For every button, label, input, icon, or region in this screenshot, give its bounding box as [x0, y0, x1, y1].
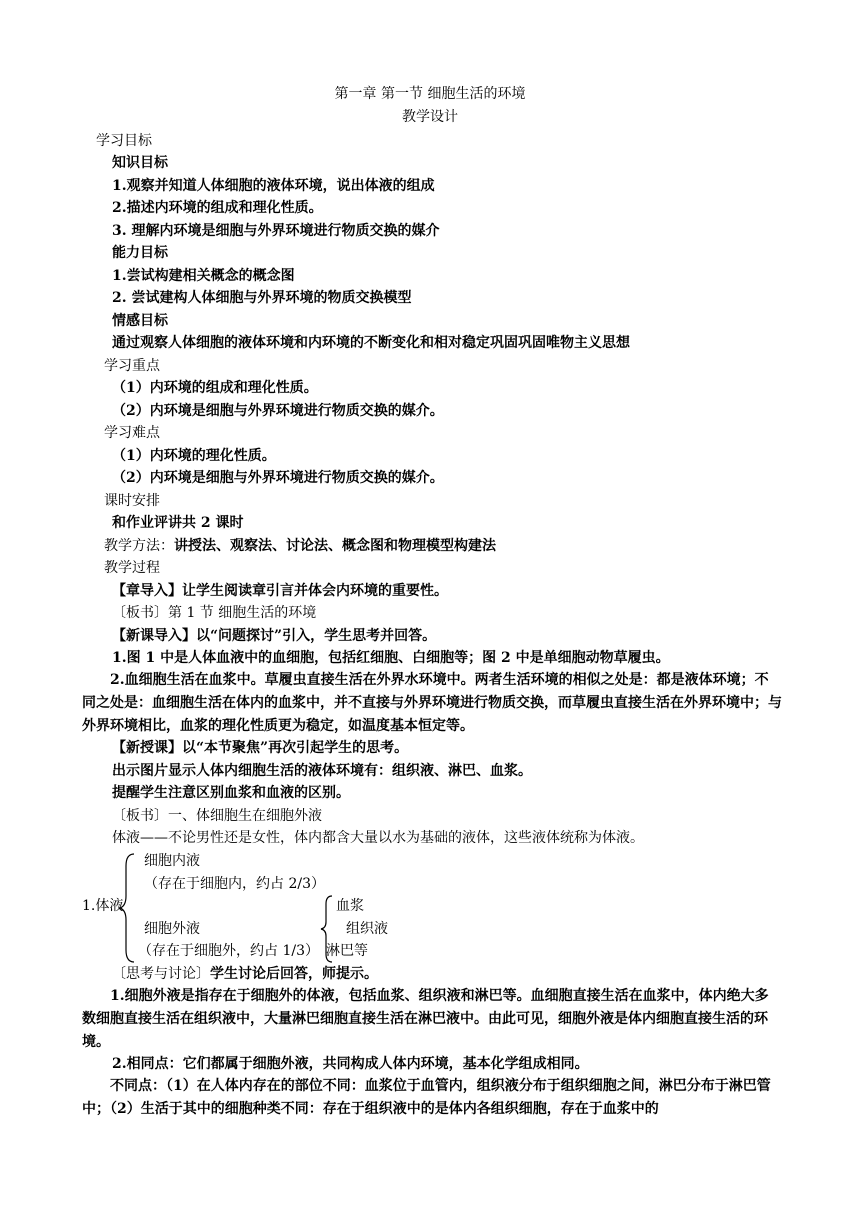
discussion	[112, 964, 378, 984]
knowledge-item: 3. 理解内环境是细胞与外界环境进行物质交换的媒介	[112, 223, 440, 239]
knowledge-item: 2.描述内环境的组成和理化性质。	[112, 200, 323, 216]
schedule-heading: 课时安排	[104, 493, 160, 509]
extracellular-note: （存在于细胞外，约占 1/3）	[138, 943, 319, 959]
ability-item: 1.尝试构建相关概念的概念图	[112, 268, 295, 284]
difficulty-item: （1）内环境的理化性质。	[112, 448, 276, 464]
methods-text: 讲授法、观察法、讨论法、概念图和物理模型构建法	[174, 538, 496, 554]
intro-tag: 【章导入】	[112, 583, 182, 599]
discussion-answer-3: 不同点：（1）在人体内存在的部位不同：血浆位于血管内，组织液分布于组织细胞之间，淋巴分布于淋巴管中；（2）生活于其中的细胞种类不同：存在于组织液中的是体内各组织细胞，存在于血浆中的	[82, 1078, 771, 1117]
page-title: 第一章 第一节 细胞生活的环境	[334, 86, 526, 102]
difficulty-heading: 学习难点	[104, 425, 160, 441]
board-note: 〔板书〕第 1 节 细胞生活的环境	[112, 605, 317, 621]
new-intro-text: 以“问题探讨”引入，学生思考并回答。	[196, 628, 437, 644]
plasma: 血浆	[336, 898, 364, 914]
emotion-text: 通过观察人体细胞的液体环境和内环境的不断变化和相对稳定巩固巩固唯物主义思想	[112, 335, 630, 351]
chapter-intro	[112, 581, 448, 601]
diagram-root: 1.体液	[82, 898, 124, 914]
intracellular-note: （存在于细胞内，约占 2/3）	[144, 876, 325, 892]
lymph: 淋巴等	[326, 943, 368, 959]
extracellular-fluid: 细胞外液	[144, 921, 200, 937]
new-intro-tag: 【新课导入】	[112, 628, 196, 644]
focus-item: （1）内环境的组成和理化性质。	[112, 380, 318, 396]
remind-text: 提醒学生注意区别血浆和血液的区别。	[112, 785, 350, 801]
discussion-label: 〔思考与讨论〕	[112, 966, 210, 982]
show-picture-text: 出示图片显示人体内细胞生活的液体环境有：组织液、淋巴、血浆。	[112, 763, 532, 779]
focus-item: （2）内环境是细胞与外界环境进行物质交换的媒介。	[112, 403, 444, 419]
page-subtitle: 教学设计	[402, 109, 458, 125]
discussion-text: 学生讨论后回答，师提示。	[210, 966, 378, 982]
difficulty-item: （2）内环境是细胞与外界环境进行物质交换的媒介。	[112, 470, 444, 486]
question-answer-2: 2.血细胞生活在血浆中。草履虫直接生活在外界水环境中。两者生活环境的相似之处是：都是液体环境；不同之处是：血细胞生活在体内的血浆中，并不直接与外界环境进行物质交换，而草履虫直接生活在外界环境中；与外界环境相比，血浆的理化性质更为稳定，如温度基本恒定等。	[82, 672, 782, 734]
discussion-answer-1: 1.细胞外液是指存在于细胞外的体液，包括血浆、组织液和淋巴等。血细胞直接生活在血浆中，体内绝大多数细胞直接生活在组织液中，大量淋巴细胞直接生活在淋巴液中。由此可见，细胞外液是体内细胞直接生活的环境。	[82, 988, 769, 1050]
new-lesson-intro	[112, 626, 436, 646]
question-answer-1: 1.图 1 中是人体血液中的血细胞，包括红细胞、白细胞等；图 2 中是单细胞动物草履虫。	[112, 650, 670, 666]
knowledge-item: 1.观察并知道人体细胞的液体环境，说出体液的组成	[112, 178, 435, 194]
left-brace-icon	[118, 852, 138, 964]
board-note: 〔板书〕一、体细胞生在细胞外液	[112, 808, 322, 824]
new-lesson	[112, 738, 408, 758]
emotion-heading: 情感目标	[112, 313, 168, 329]
new-lesson-tag: 【新授课】	[112, 740, 182, 756]
goals-heading: 学习目标	[96, 133, 152, 149]
knowledge-heading: 知识目标	[112, 155, 168, 171]
body-fluid-definition: 体液——不论男性还是女性，体内都含大量以水为基础的液体，这些液体统称为体液。	[112, 830, 644, 846]
schedule-text: 和作业评讲共 2 课时	[112, 515, 244, 531]
methods-label: 教学方法：	[104, 538, 174, 554]
methods-line	[104, 536, 496, 556]
ability-heading: 能力目标	[112, 245, 168, 261]
process-heading: 教学过程	[104, 560, 160, 576]
discussion-answer-2: 2.相同点：它们都属于细胞外液，共同构成人体内环境，基本化学组成相同。	[112, 1056, 589, 1072]
intro-text: 让学生阅读章引言并体会内环境的重要性。	[182, 583, 448, 599]
focus-heading: 学习重点	[104, 358, 160, 374]
ability-item: 2. 尝试建构人体细胞与外界环境的物质交换模型	[112, 290, 412, 306]
new-lesson-text: 以“本节聚焦”再次引起学生的思考。	[182, 740, 409, 756]
tissue-fluid: 组织液	[346, 921, 388, 937]
intracellular-fluid: 细胞内液	[144, 853, 200, 869]
